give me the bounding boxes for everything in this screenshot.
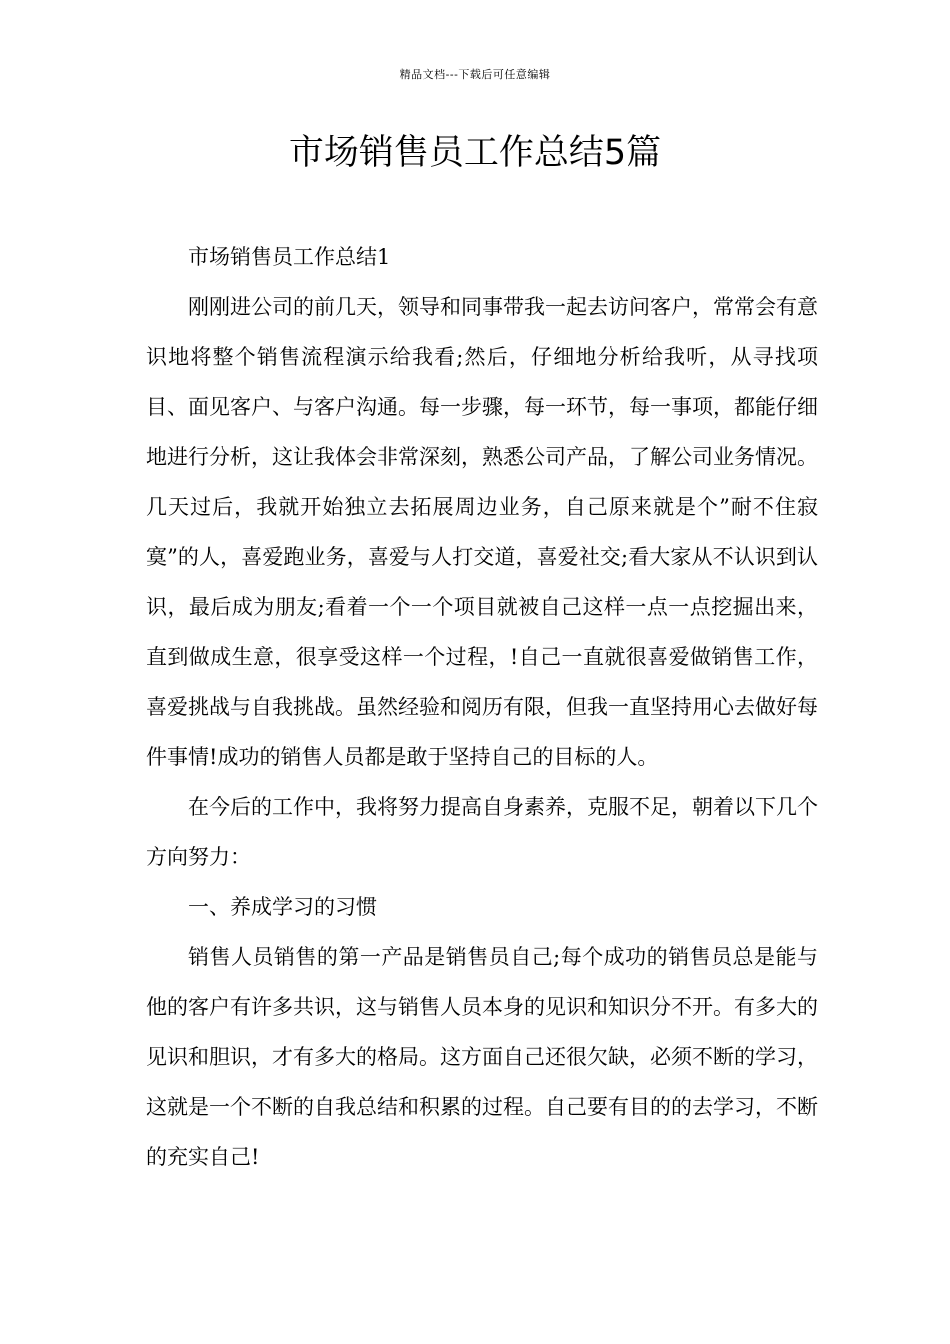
document-body [146, 232, 818, 1182]
section-heading-summary-1: 市场销售员工作总结1 [188, 245, 391, 269]
paragraph-future-plans: 在今后的工作中，我将努力提高自身素养，克服不足，朝着以下几个方向努力： [146, 795, 818, 869]
header-note: 精品文档---下载后可任意编辑 [399, 68, 551, 81]
document-title: 市场销售员工作总结5篇 [288, 133, 662, 173]
paragraph-learning: 销售人员销售的第一产品是销售员自己;每个成功的销售员总是能与他的客户有许多共识，这与销售人员本身的见识和知识分不开。有多大的见识和胆识，才有多大的格局。这方面自己还很欠缺，必须不断的学习，这就是一个不断的自我总结和积累的过程。自己要有目的的去学习，不断的充实自己! [146, 945, 818, 1169]
section-heading-learning-habit: 一、养成学习的习惯 [188, 895, 377, 919]
paragraph-experience: 刚刚进公司的前几天，领导和同事带我一起去访问客户，常常会有意识地将整个销售流程演示给我看;然后，仔细地分析给我听，从寻找项目、面见客户、与客户沟通。每一步骤，每一环节，每一事项，都能仔细地进行分析，这让我体会非常深刻，熟悉公司产品，了解公司业务情况。几天过后，我就开始独立去拓展周边业务，自己原来就是个”耐不住寂寞”的人，喜爱跑业务，喜爱与人打交道，喜爱社交;看大家从不认识到认识，最后成为朋友;看着一个一个项目就被自己这样一点一点挖掘出来，直到做成生意，很享受这样一个过程，!自己一直就很喜爱做销售工作，喜爱挑战与自我挑战。虽然经验和阅历有限，但我一直坚持用心去做好每件事情!成功的销售人员都是敢于坚持自己的目标的人。 [146, 295, 818, 769]
